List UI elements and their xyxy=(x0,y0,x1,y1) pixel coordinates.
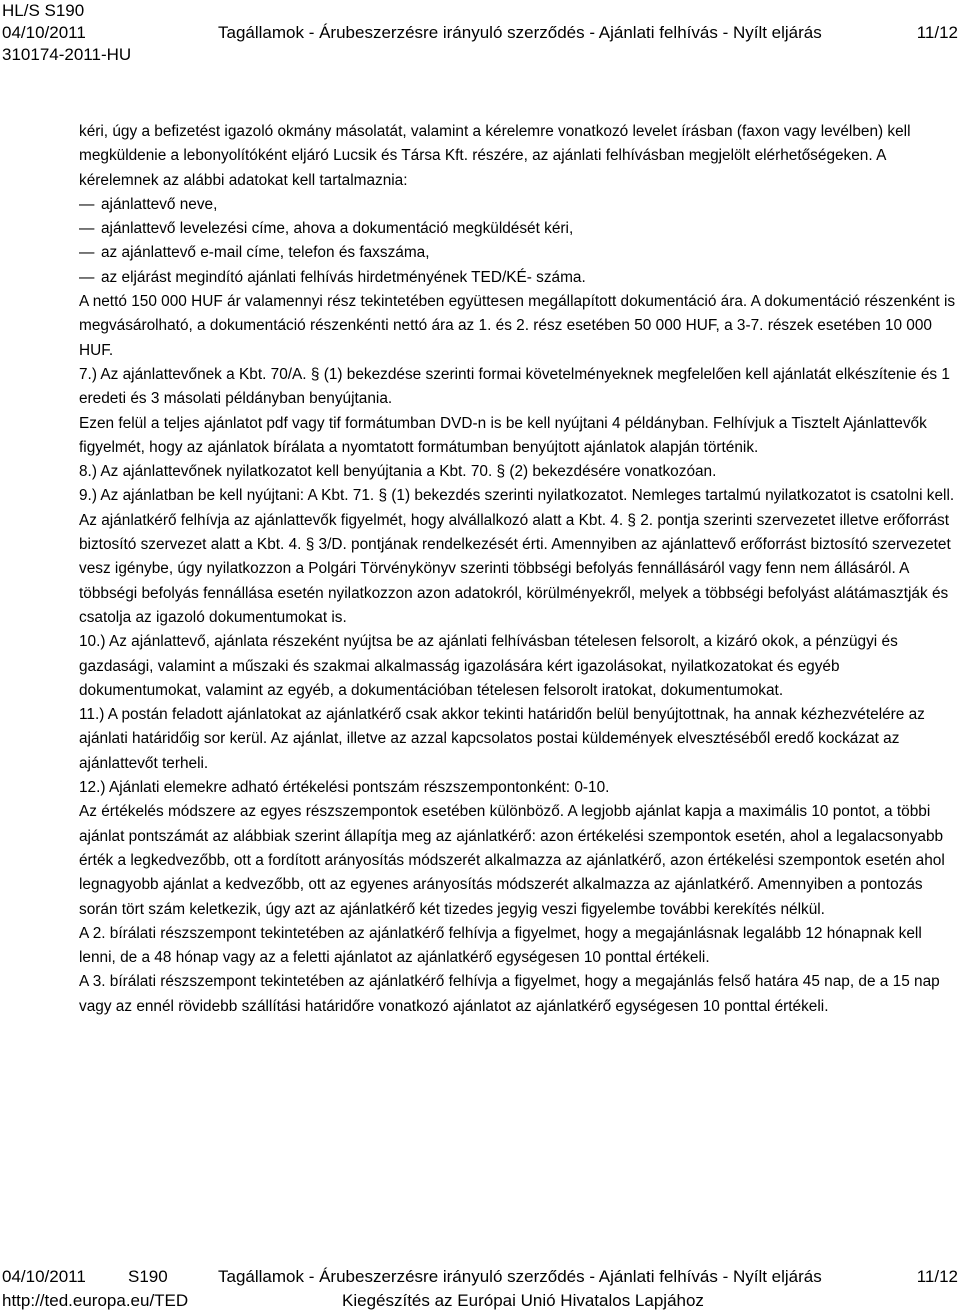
footer-date: 04/10/2011 xyxy=(2,1267,86,1286)
footer-source: Kiegészítés az Európai Unió Hivatalos Lapjához xyxy=(342,1291,704,1310)
paragraph: A nettó 150 000 HUF ár valamennyi rész tekintetében együttesen megállapított dokumentáció ára. A dokumentáció részenként is megvásárolható, a dokumentáció részenkénti nettó ára az 1. és 2. rész esetében 50 000 HUF, a 3-7. részek esetében 10 000 HUF. xyxy=(79,293,956,359)
paragraph: 12.) Ajánlati elemekre adható értékelési pontszám részszempontonként: 0-10. xyxy=(79,779,610,797)
dash-bullet: — xyxy=(79,268,95,286)
footer-title: Tagállamok - Árubeszerzésre irányuló szerződés - Ajánlati felhívás - Nyílt eljárás xyxy=(218,1267,822,1286)
footer-page-number: 11/12 xyxy=(916,1267,958,1286)
paragraph: A 2. bírálati részszempont tekintetében az ajánlatkérő felhívja a figyelmet, hogy a megajánlásnak legalább 12 hónapnak kell lenni, de a 48 hónap vagy az a feletti ajánlatot az ajánlatkérő egységesen 10 ponttal értékeli. xyxy=(79,924,922,967)
header-notice-id: 310174-2011-HU xyxy=(2,45,132,64)
footer-url[interactable]: http://ted.europa.eu/TED xyxy=(2,1291,189,1310)
paragraph: A 3. bírálati részszempont tekintetében az ajánlatkérő felhívja a figyelmet, hogy a megajánlás felső határa 45 nap, de a 15 nap vagy az ennél rövidebb szállítási határidőre vonatkozó ajánlatot az ajánlatkérő egységesen 10 ponttal értékeli. xyxy=(79,973,940,1015)
header-title: Tagállamok - Árubeszerzésre irányuló szerződés - Ajánlati felhívás - Nyílt eljárás xyxy=(218,23,822,42)
list-item: — az eljárást megindító ajánlati felhívás hirdetményének TED/KÉ- száma. xyxy=(79,266,959,290)
dash-bullet: — xyxy=(79,195,95,213)
paragraph: kéri, úgy a befizetést igazoló okmány másolatát, valamint a kérelemre vonatkozó levelet írásban (faxon vagy levélben) kell megküldenie a lebonyolítóként eljáró Lucsik és Társa Kft. részére, az ajánlati felhívásban megjelölt elérhetőségeken. A kérelemnek az alábbi adatokat kell tartalmaznia: xyxy=(79,123,911,189)
header-page-number: 11/12 xyxy=(916,23,958,42)
list-item: — ajánlattevő neve, xyxy=(79,193,959,217)
paragraph: 8.) Az ajánlattevőnek nyilatkozatot kell benyújtania a Kbt. 70. § (2) bekezdésére vonatkozóan. xyxy=(79,463,717,481)
page-header xyxy=(2,0,958,66)
paragraph: Az értékelés módszere az egyes részszempontok esetében különböző. A legjobb ajánlat kapja a maximális 10 pontot, a többi ajánlat pontszámát az alábbiak szerint állapítja meg az ajánlatkérő: azon értékelési szempontok esetén, ahol a legalacsonyabb érték a legkedvezőbb, ott a fordított arányosítás módszerét alkalmazza az ajánlatkérő, azon értékelési szempontok esetén ahol legnagyobb ajánlat a kedvezőbb, ott az egyenes arányosítás módszerét alkalmazza az ajánlatkérő. Amennyiben a pontozás során tört szám keletkezik, úgy azt az ajánlatkérő két tizedes jegyig veszi figyelembe további kerekítés nélkül. xyxy=(79,803,945,918)
page-footer xyxy=(2,1265,958,1313)
header-date: 04/10/2011 xyxy=(2,23,86,42)
paragraph: 10.) Az ajánlattevő, ajánlata részeként nyújtsa be az ajánlati felhívásban tételesen felsorolt, a kizáró okok, a pénzügyi és gazdasági, valamint a műszaki és szakmai alkalmasság igazolására kért igazolásokat, nyilatkozatokat és egyéb dokumentumokat, valamint az egyéb, a dokumentációban tételesen felsorolt iratokat, dokumentumokat. xyxy=(79,633,898,699)
list-item: — ajánlattevő levelezési címe, ahova a dokumentáció megküldését kéri, xyxy=(79,217,959,241)
list-item: — az ajánlattevő e-mail címe, telefon és faxszáma, xyxy=(79,241,959,265)
document-body xyxy=(79,120,959,1019)
dash-bullet: — xyxy=(79,244,95,262)
paragraph: 11.) A postán feladott ajánlatokat az ajánlatkérő csak akkor tekinti határidőn belül benyújtottnak, ha annak kézhezvételére az ajánlati határidőig sor kerül. Az ajánlat, illetve az azzal kapcsolatos postai küldemények elvesztéséből eredő kockázat az ajánlattevőt terheli. xyxy=(79,706,925,772)
header-series: HL/S S190 xyxy=(2,1,85,20)
footer-series: S190 xyxy=(128,1267,168,1286)
dash-bullet: — xyxy=(79,220,95,238)
paragraph: 7.) Az ajánlattevőnek a Kbt. 70/A. § (1) bekezdése szerinti formai követelményeknek megfelelően kell ajánlatát elkészítenie és 1 eredeti és 3 másolati példányban benyújtania. xyxy=(79,365,950,408)
paragraph: 9.) Az ajánlatban be kell nyújtani: A Kbt. 71. § (1) bekezdés szerinti nyilatkozatot. Nemleges tartalmú nyilatkozatot is csatolni kell. Az ajánlatkérő felhívja az ajánlattevők figyelmét, hogy alvállalkozó alatt a Kbt. 4. § 2. pontja szerinti szervezetet illetve erőforrást biztosító szervezet alatt a Kbt. 4. § 3/D. pontjának rendelkezését érti. Amennyiben az ajánlattevő erőforrást biztosító szervezetet vesz igénybe, úgy nyilatkozzon a Polgári Törvénykönyv szerinti többségi befolyás fennállásáról vagy fenn nem állásáról. A többségi befolyás fennállása esetén nyilatkozzon azon adatokról, körülményekről, melyek a többségi befolyást alátámasztják és csatolja az igazoló dokumentumokat is. xyxy=(79,487,955,626)
paragraph: Ezen felül a teljes ajánlatot pdf vagy tif formátumban DVD-n is be kell nyújtani 4 példányban. Felhívjuk a Tisztelt Ajánlattevők figyelmét, hogy az ajánlatok bírálata a nyomtatott formátumban benyújtott ajánlatok alapján történik. xyxy=(79,414,927,456)
